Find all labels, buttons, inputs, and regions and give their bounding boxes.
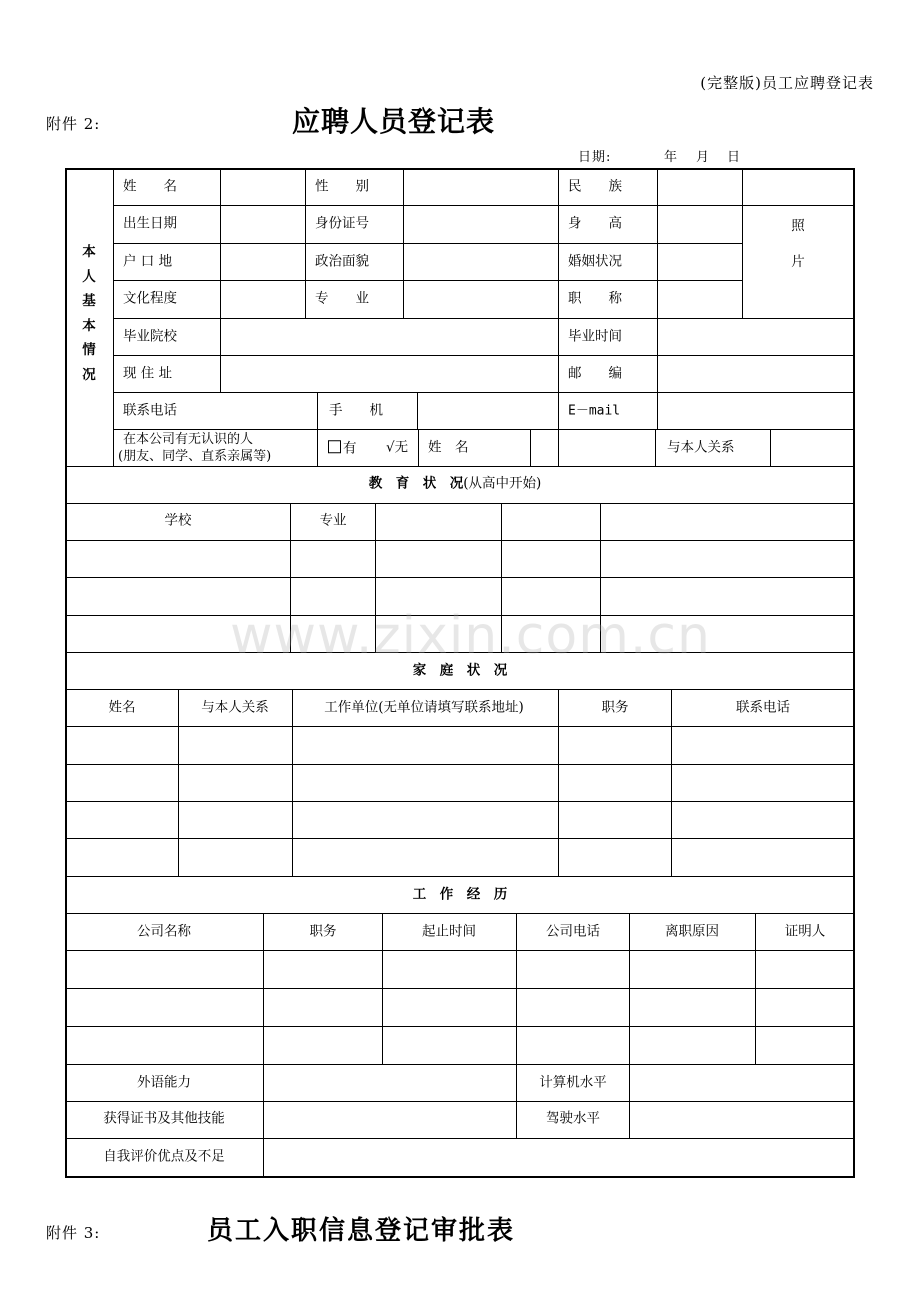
family-col-name: 姓名 <box>108 699 136 716</box>
grid-column-line <box>263 913 264 1176</box>
label-current-address: 现 住 址 <box>123 365 173 382</box>
work-col-reason: 离职原因 <box>665 923 719 940</box>
grid-row-line <box>65 801 855 802</box>
basic-info-section-label: 本人基本情况 <box>82 244 96 383</box>
education-title-text: 教 育 状 况 <box>368 475 464 492</box>
grid-column-line <box>629 1064 630 1138</box>
work-col-company: 公司名称 <box>137 923 191 940</box>
education-col-major: 专业 <box>319 512 347 529</box>
label-political-status: 政治面貌 <box>315 253 369 270</box>
date-year-label: 年 <box>664 150 679 165</box>
grid-column-line <box>292 689 293 876</box>
annex-3-label: 附件 3: <box>46 1224 101 1242</box>
document-caption: (完整版)员工应聘登记表 <box>700 74 874 92</box>
grid-column-line <box>558 168 559 466</box>
education-title-note: (从高中开始) <box>463 475 542 492</box>
label-acquaintance-name: 姓 名 <box>428 439 469 456</box>
family-col-workplace: 工作单位(无单位请填写联系地址) <box>324 699 524 716</box>
grid-column-line <box>755 913 756 1064</box>
label-self-evaluation: 自我评价优点及不足 <box>103 1148 225 1165</box>
option-yes[interactable] <box>328 440 357 456</box>
education-col-school: 学校 <box>164 512 192 529</box>
label-computer-level: 计算机水平 <box>539 1074 607 1091</box>
onboarding-form-title: 员工入职信息登记审批表 <box>207 1216 516 1246</box>
annex-2-label: 附件 2: <box>46 115 101 133</box>
grid-column-line <box>530 429 531 466</box>
grid-row-line <box>65 577 855 578</box>
grid-column-line <box>317 392 318 466</box>
grid-column-line <box>220 318 221 392</box>
grid-column-line <box>629 913 630 1064</box>
grid-row-line <box>65 1026 855 1027</box>
label-postcode: 邮 编 <box>568 365 622 382</box>
grid-row-line <box>65 466 855 467</box>
photo-placeholder: 照片 <box>791 218 805 270</box>
grid-row-line <box>65 503 855 504</box>
option-yes-label: 有 <box>343 440 357 457</box>
grid-row-line <box>65 876 855 877</box>
grid-row-line <box>65 1101 855 1102</box>
work-col-position: 职务 <box>309 923 337 940</box>
grid-column-line <box>113 168 114 466</box>
grid-row-line <box>113 392 855 393</box>
grid-column-line <box>516 913 517 1138</box>
grid-column-line <box>418 429 419 466</box>
form-title: 应聘人员登记表 <box>292 105 496 138</box>
grid-row-line <box>113 280 742 281</box>
label-major: 专 业 <box>315 290 369 307</box>
date-month-label: 月 <box>696 150 711 165</box>
grid-column-line <box>742 168 743 318</box>
date-day-label: 日 <box>727 150 742 165</box>
date-label: 日期: <box>578 150 612 165</box>
grid-column-line <box>382 913 383 1064</box>
label-driving: 驾驶水平 <box>546 1110 600 1127</box>
family-col-relation: 与本人关系 <box>201 699 269 716</box>
label-id-number: 身份证号 <box>315 215 369 232</box>
work-section-title: 工 作 经 历 <box>412 886 508 903</box>
grid-column-line <box>403 168 404 318</box>
grid-column-line <box>178 689 179 876</box>
label-marital-status: 婚姻状况 <box>568 253 622 270</box>
grid-row-line <box>65 764 855 765</box>
option-no[interactable]: √无 <box>386 439 409 456</box>
grid-row-line <box>65 988 855 989</box>
grid-column-line <box>770 429 771 466</box>
work-col-period: 起止时间 <box>422 923 476 940</box>
watermark: www.zixin.com.cn <box>230 606 711 666</box>
grid-row-line <box>65 1138 855 1139</box>
grid-row-line <box>113 355 855 356</box>
grid-row-line <box>113 243 742 244</box>
grid-column-line <box>558 689 559 876</box>
family-col-position: 职务 <box>601 699 629 716</box>
family-col-phone: 联系电话 <box>736 699 790 716</box>
label-height: 身 高 <box>568 215 622 232</box>
label-hukou: 户 口 地 <box>123 253 173 270</box>
label-gender: 性 别 <box>315 178 369 195</box>
label-certificates: 获得证书及其他技能 <box>103 1110 225 1127</box>
label-ethnicity: 民 族 <box>568 178 622 195</box>
grid-row-line <box>65 913 855 914</box>
label-education-level: 文化程度 <box>123 290 177 307</box>
label-title: 职 称 <box>568 290 622 307</box>
grid-row-line <box>113 429 855 430</box>
grid-row-line <box>65 726 855 727</box>
work-col-phone: 公司电话 <box>546 923 600 940</box>
grid-row-line <box>65 689 855 690</box>
label-graduate-time: 毕业时间 <box>568 328 622 345</box>
label-mobile: 手 机 <box>329 402 383 419</box>
label-acquaintance-line2: (朋友、同学、直系亲属等) <box>118 449 272 464</box>
work-col-reference: 证明人 <box>784 923 826 940</box>
grid-row-line <box>65 1064 855 1065</box>
label-birth-date: 出生日期 <box>123 215 177 232</box>
checkbox-yes-icon[interactable] <box>328 440 341 453</box>
grid-column-line <box>657 168 658 318</box>
label-email: E－mail <box>568 403 621 419</box>
family-section-title: 家 庭 状 况 <box>412 662 508 679</box>
grid-column-line <box>417 392 418 429</box>
label-name: 姓 名 <box>123 178 177 195</box>
grid-row-line <box>65 838 855 839</box>
grid-column-line <box>220 168 221 318</box>
grid-row-line <box>113 205 855 206</box>
label-foreign-language: 外语能力 <box>137 1074 191 1091</box>
label-acquaintance-line1: 在本公司有无认识的人 <box>123 432 254 447</box>
grid-row-line <box>65 540 855 541</box>
grid-column-line <box>655 429 656 466</box>
grid-row-line <box>113 318 855 319</box>
label-phone: 联系电话 <box>123 402 177 419</box>
grid-column-line <box>305 168 306 318</box>
label-acquaintance-relation: 与本人关系 <box>667 439 735 456</box>
grid-row-line <box>65 950 855 951</box>
label-graduate-school: 毕业院校 <box>123 328 177 345</box>
education-section-title <box>369 477 542 491</box>
grid-column-line <box>671 689 672 876</box>
grid-column-line <box>657 318 658 429</box>
